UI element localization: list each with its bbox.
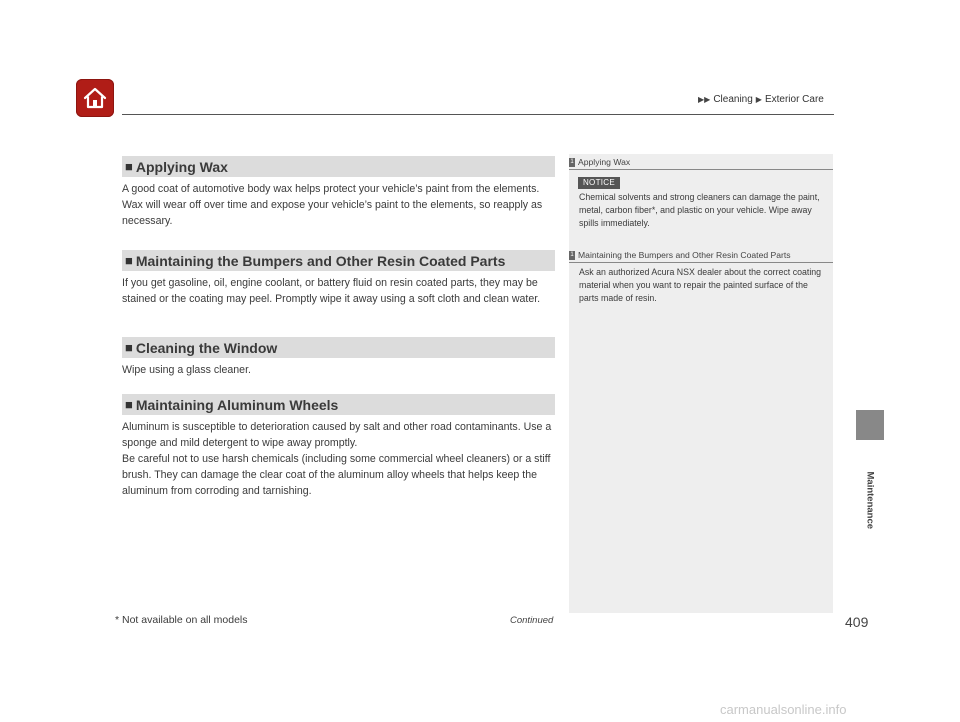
side-note-title [569,157,630,167]
side-note-title-text: Maintaining the Bumpers and Other Resin Coated Parts [578,250,791,260]
breadcrumb-arrow-icon: ▶▶ [698,95,711,104]
home-icon [82,86,108,110]
chapter-tab-label: Maintenance [864,471,876,530]
section-header-applying-wax [122,156,555,177]
section-title: Maintaining Aluminum Wheels [135,396,339,413]
note-marker-icon: 1 [570,158,574,165]
side-note-title [569,250,791,260]
notice-badge: NOTICE [578,177,620,189]
note-marker-icon: 1 [570,251,574,258]
section-header-window [122,337,555,358]
section-body: Aluminum is susceptible to deterioration caused by salt and other road contaminants. Use a sponge and mild detergent to wipe away promptly. [122,421,552,449]
square-bullet-icon: ■ [125,397,133,412]
square-bullet-icon: ■ [125,340,133,355]
breadcrumb [698,94,824,105]
section-header-wheels [122,394,555,415]
breadcrumb-arrow-icon: ▶ [755,95,762,104]
section-header-bumpers [122,250,555,271]
section-title: Maintaining the Bumpers and Other Resin Coated Parts [135,252,506,269]
side-note-divider [569,262,833,263]
section-body: A good coat of automotive body wax helps protect your vehicle’s paint from the elements. Wax will wear off over time and expose your vehicle’s paint to the elements, so reapply as necessary. [122,183,543,227]
watermark: carmanualsonline.info [720,702,847,717]
home-button[interactable] [76,79,114,117]
footnote: * Not available on all models [115,614,248,626]
section-body-continued: Be careful not to use harsh chemicals (including some commercial wheel cleaners) or a stiff brush. They can damage the clear coat of the aluminum alloy wheels that helps keep the aluminum from corroding and tarnishing. [122,453,551,497]
side-note-title-text: Applying Wax [578,157,631,167]
continued-label: Continued [510,615,554,626]
side-note-text: Chemical solvents and strong cleaners can damage the paint, metal, carbon fiber*, and plastic on your vehicle. Wipe away spills immediately. [579,192,820,228]
side-note-text: Ask an authorized Acura NSX dealer about the correct coating material when you want to repair the painted surface of the parts made of resin. [579,267,822,303]
square-bullet-icon: ■ [125,253,133,268]
section-title: Cleaning the Window [135,339,278,356]
header-divider [122,114,834,115]
breadcrumb-item-cleaning[interactable]: Cleaning [713,94,753,105]
section-title: Applying Wax [135,158,228,175]
section-body: If you get gasoline, oil, engine coolant, or battery fluid on resin coated parts, they may be stained or the coating may peel. Promptly wipe it away using a soft cloth and clean water. [122,277,541,305]
breadcrumb-item-exterior-care[interactable]: Exterior Care [764,94,824,105]
chapter-tab-marker[interactable] [856,410,884,440]
page-number: 409 [845,614,869,630]
side-note-divider [569,169,833,170]
square-bullet-icon: ■ [125,159,133,174]
section-body: Wipe using a glass cleaner. [122,364,251,376]
